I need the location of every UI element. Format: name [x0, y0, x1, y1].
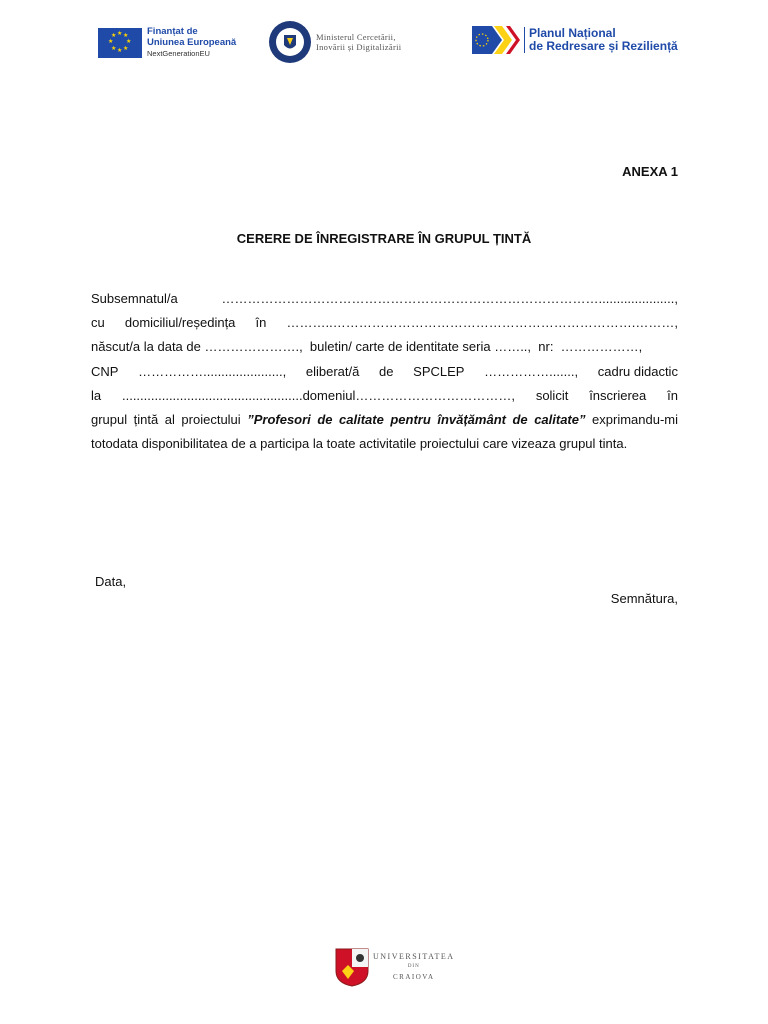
eu-logo-line3: NextGenerationEU: [147, 49, 210, 58]
government-seal-icon: [268, 20, 312, 64]
form-line-birth-id: [91, 335, 678, 359]
document-title: CERERE DE ÎNREGISTRARE ÎN GRUPUL ȚINTĂ: [236, 231, 532, 246]
ministry-line2: Inovării și Digitalizării: [316, 42, 402, 52]
page-header: [0, 20, 768, 68]
ministry-line1: Ministerul Cercetării,: [316, 32, 396, 42]
signature-label: Semnătura,: [610, 591, 678, 606]
form-line-school: [91, 384, 678, 408]
eu-logo-line2: Uniunea Europeană: [147, 37, 237, 48]
university-line2: DIN: [407, 964, 420, 969]
university-logo: [334, 947, 455, 987]
project-name: ”Profesori de calitate pentru învățământ de calitate”: [247, 412, 586, 428]
name-label: Subsemnatul/a: [91, 291, 178, 306]
form-line-address: [91, 311, 678, 335]
cnp-word-3: eliberat/ă: [305, 363, 360, 379]
university-line3: CRAIOVA: [393, 973, 435, 981]
cnp-word-7: cadru didactic: [597, 363, 678, 379]
address-blank: ………..…………………………………………………………….………,: [286, 315, 678, 331]
pnrr-line2: de Redresare și Reziliență: [529, 39, 678, 53]
eu-logo-line1: Finanțat de: [147, 26, 198, 37]
cnp-blank: ……………......................,: [138, 363, 287, 379]
form-line-name: [91, 287, 678, 311]
date-label: Data,: [95, 574, 127, 589]
spclep-blank: …………….......,: [484, 363, 579, 379]
pnrr-logo: [472, 26, 678, 54]
school-word-5: în: [667, 387, 678, 403]
university-line1: UNIVERSITATEA: [373, 952, 455, 961]
cnp-word-1: CNP: [91, 363, 119, 379]
paragraph-start: grupul țintă al proiectului: [91, 412, 248, 428]
form-line-cnp: [91, 360, 678, 384]
eu-funding-logo: [98, 26, 236, 59]
school-domain-blank: ..................................................domeniul………………………………,: [121, 387, 515, 403]
school-word-4: înscrierea: [589, 387, 647, 403]
school-word-3: solicit: [535, 387, 569, 403]
paragraph-end: exprimandu-mi totodata disponibilitatea de a participa la toate activitatile proiectului care vizeaza grupul tinta.: [91, 412, 679, 452]
form-paragraph: [91, 408, 678, 456]
address-word-3: în: [255, 315, 267, 331]
ministry-logo: [268, 20, 401, 64]
annex-label: ANEXA 1: [622, 164, 678, 179]
name-blank: …………………………………………………………………………….....................,: [221, 291, 678, 306]
eu-flag-icon: ★ ★ ★ ★ ★ ★ ★ ★: [98, 28, 142, 58]
form-body: [91, 287, 678, 456]
pnrr-line1: Planul Național: [529, 26, 616, 40]
address-word-2: domiciliul/reședința: [124, 315, 236, 331]
address-word-1: cu: [91, 315, 105, 331]
birth-id-text: născut/a la data de …………………., buletin/ carte de identitate seria …….., nr: ………………,: [91, 339, 643, 355]
cnp-word-5: SPCLEP: [413, 363, 465, 379]
pnrr-flag-arrow-icon: [472, 26, 520, 54]
school-word-1: la: [91, 387, 102, 403]
cnp-word-4: de: [379, 363, 394, 379]
university-crest-icon: [334, 947, 370, 987]
